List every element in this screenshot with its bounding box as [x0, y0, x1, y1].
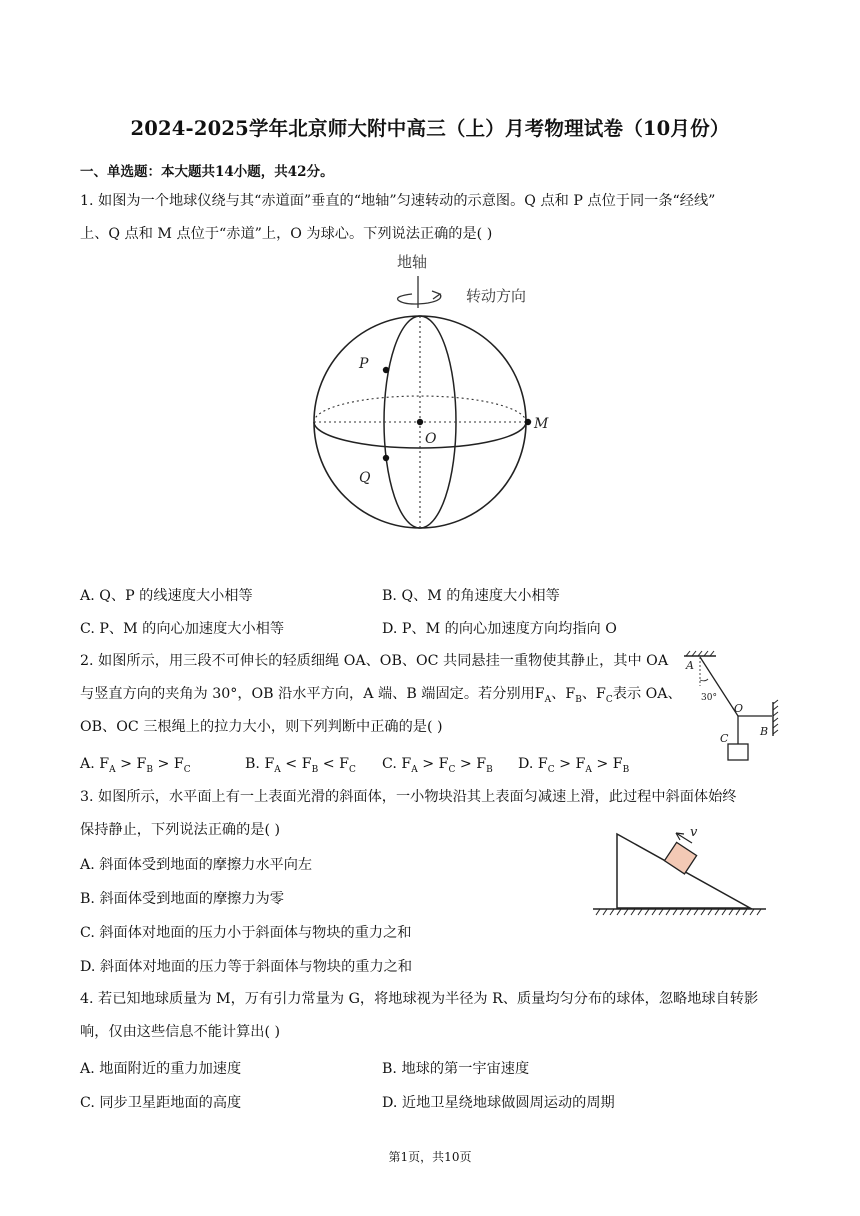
q4-option-c: C. 同步卫星距地面的高度	[80, 1095, 242, 1111]
q2-rope-figure	[676, 648, 786, 770]
q2-option-b: B. $F_A < F_B < F_C$	[245, 756, 356, 775]
q2-stem-line1: 2. 如图所示，用三段不可伸长的轻质细绳 OA、OB、OC 共同悬挂一重物使其静止，其中 OA	[80, 653, 669, 669]
q3-option-c: C. 斜面体对地面的压力小于斜面体与物块的重力之和	[80, 925, 412, 941]
q4-stem-line1: 4. 若已知地球质量为 M，万有引力常量为 G，将地球视为半径为 R、质量均匀分布的球体，忽略地球自转影	[80, 991, 759, 1007]
q2-option-a: A. $F_A > F_B > F_C$	[80, 756, 191, 775]
q4-option-d: D. 近地卫星绕地球做圆周运动的周期	[382, 1095, 615, 1111]
q2-stem-line3: OB、OC 三根绳上的拉力大小，则下列判断中正确的是( )	[80, 719, 443, 735]
svg-text:A: A	[686, 659, 694, 672]
svg-text:v: v	[690, 825, 698, 840]
q3-incline-figure	[588, 822, 772, 922]
q1-globe-figure	[290, 248, 570, 548]
q2-option-c: C. $F_A > F_C > F_B$	[382, 756, 493, 775]
block	[664, 842, 696, 874]
q3-option-b: B. 斜面体受到地面的摩擦力为零	[80, 891, 284, 907]
q3-option-d: D. 斜面体对地面的压力等于斜面体与物块的重力之和	[80, 959, 413, 975]
q3-stem-line2: 保持静止，下列说法正确的是( )	[80, 822, 281, 838]
q1-option-a: A. Q、P 的线速度大小相等	[80, 588, 253, 604]
rotation-label: 转动方向	[466, 287, 527, 305]
q2-option-d: D. $F_C > F_A > F_B$	[518, 756, 630, 775]
svg-text:O: O	[734, 702, 744, 715]
axis-label: 地轴	[397, 253, 428, 271]
label-O: O	[425, 431, 437, 447]
q4-option-b: B. 地球的第一宇宙速度	[382, 1061, 530, 1077]
svg-text:C: C	[720, 732, 729, 745]
page-footer: 第1页，共10页	[388, 1150, 472, 1164]
section-heading: 一、单选题：本大题共14小题，共42分。	[80, 164, 334, 180]
label-Q: Q	[359, 470, 371, 486]
q1-option-c: C. P、M 的向心加速度大小相等	[80, 621, 285, 637]
equator	[314, 422, 526, 448]
q1-stem-line1: 1. 如图为一个地球仪绕与其“赤道面”垂直的“地轴”匀速转动的示意图。Q 点和 P 点位于同一条“经线”	[80, 193, 716, 209]
svg-text:30°: 30°	[701, 693, 717, 703]
q2-stem-line2: 与竖直方向的夹角为 30°，OB 沿水平方向，A 端、B 端固定。若分别用$F_A$、$F_B$、$F_C$表示 OA、	[80, 686, 682, 705]
q4-option-a: A. 地面附近的重力加速度	[80, 1061, 242, 1077]
q4-stem-line2: 响，仅由这些信息不能计算出( )	[80, 1024, 281, 1040]
rotation-arrow-icon	[398, 294, 441, 304]
q3-option-a: A. 斜面体受到地面的摩擦力水平向左	[80, 857, 313, 873]
q1-stem-line2: 上、Q 点和 M 点位于“赤道”上，O 为球心。下列说法正确的是( )	[80, 226, 493, 242]
q1-option-b: B. Q、M 的角速度大小相等	[382, 588, 560, 604]
label-P: P	[359, 356, 369, 372]
label-M: M	[534, 416, 549, 432]
svg-text:B: B	[760, 725, 769, 738]
page-title: 2024-2025学年北京师大附中高三（上）月考物理试卷（10月份）	[130, 117, 730, 140]
q3-stem-line1: 3. 如图所示，水平面上有一上表面光滑的斜面体，一小物块沿其上表面匀减速上滑，此过程中斜面体始终	[80, 789, 737, 805]
q1-option-d: D. P、M 的向心加速度方向均指向 O	[382, 621, 617, 637]
